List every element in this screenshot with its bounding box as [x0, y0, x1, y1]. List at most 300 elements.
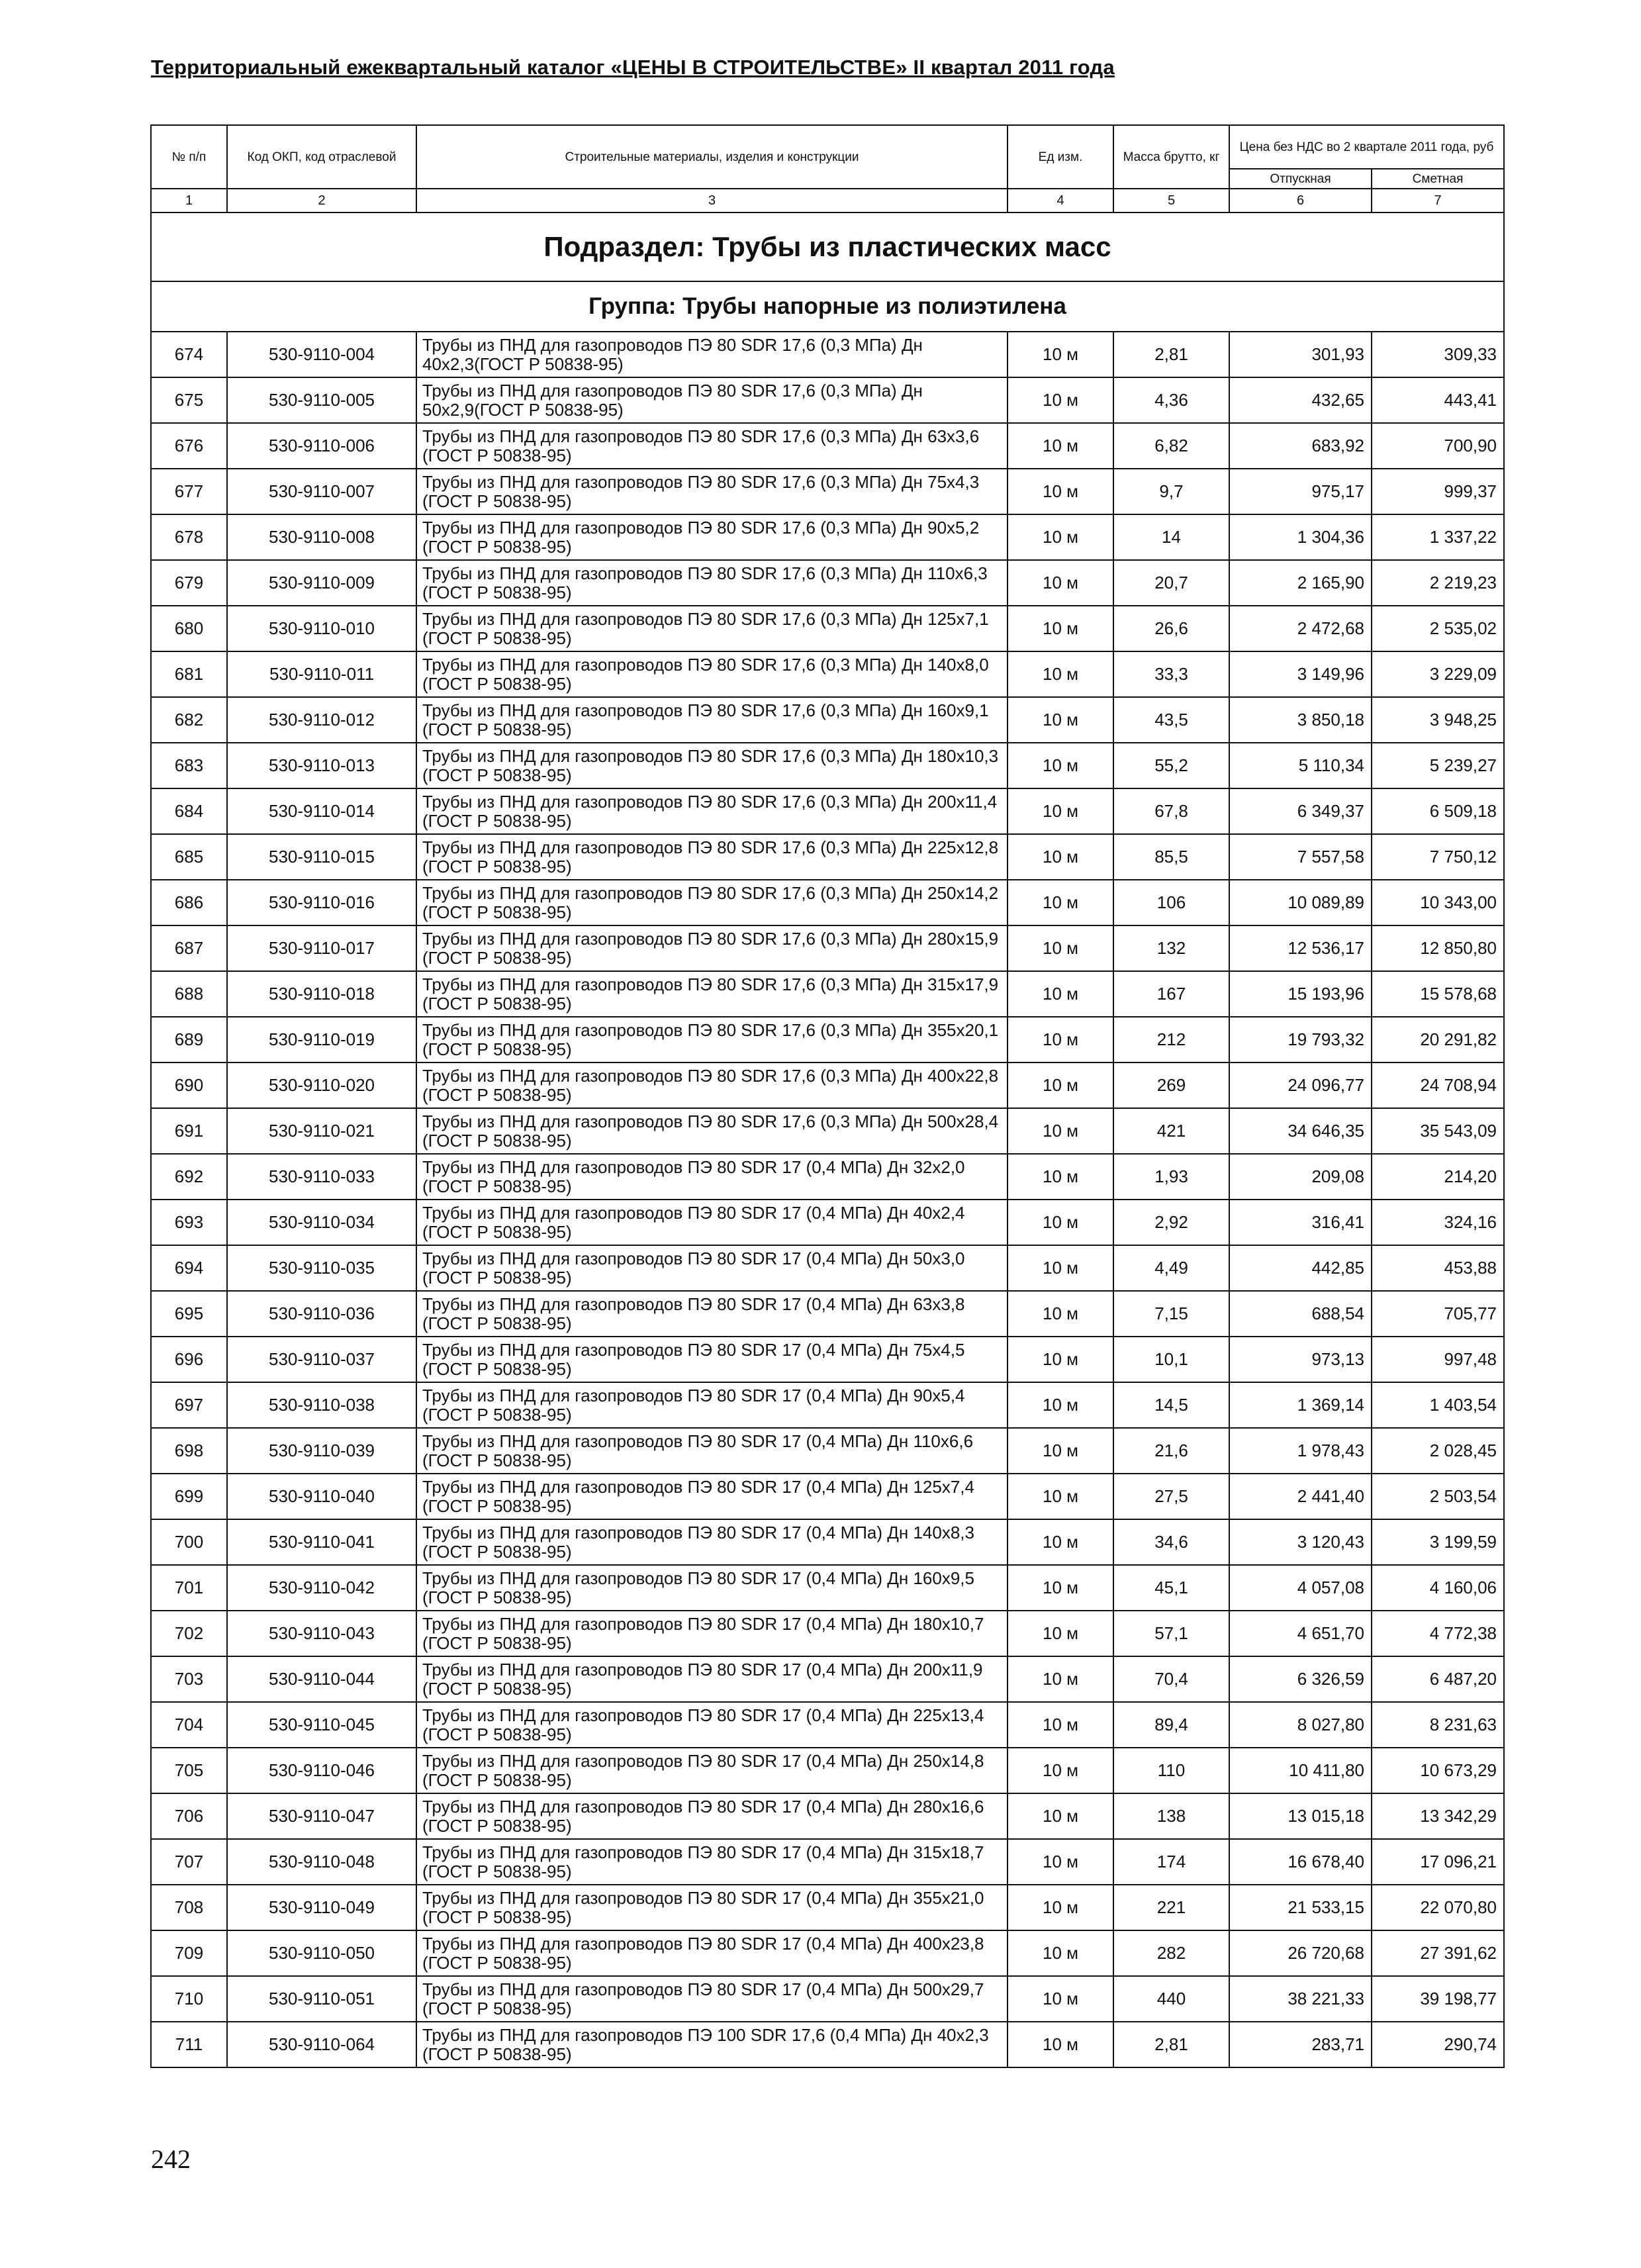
cell-mass: 45,1 — [1113, 1565, 1229, 1611]
cell-price-sale: 2 165,90 — [1229, 560, 1372, 606]
cell-unit: 10 м — [1008, 788, 1113, 834]
cell-code: 530-9110-045 — [227, 1702, 416, 1748]
cell-price-sale: 442,85 — [1229, 1245, 1372, 1291]
cell-mass: 1,93 — [1113, 1154, 1229, 1200]
header-mass: Масса брутто, кг — [1113, 125, 1229, 189]
cell-code: 530-9110-018 — [227, 971, 416, 1017]
cell-unit: 10 м — [1008, 606, 1113, 651]
cell-num: 706 — [151, 1793, 227, 1839]
cell-price-sale: 38 221,33 — [1229, 1976, 1372, 2022]
cell-num: 692 — [151, 1154, 227, 1200]
table-header-row — [151, 125, 1504, 169]
cell-price-est: 17 096,21 — [1372, 1839, 1504, 1885]
table-row — [151, 743, 1504, 788]
cell-num: 678 — [151, 514, 227, 560]
cell-unit: 10 м — [1008, 1337, 1113, 1382]
cell-unit: 10 м — [1008, 834, 1113, 880]
cell-mass: 4,36 — [1113, 377, 1229, 423]
cell-price-sale: 688,54 — [1229, 1291, 1372, 1337]
cell-name: Трубы из ПНД для газопроводов ПЭ 80 SDR 17 (0,4 МПа) Дн 160х9,5 (ГОСТ Р 50838-95) — [416, 1565, 1008, 1611]
cell-num: 699 — [151, 1474, 227, 1519]
cell-price-sale: 8 027,80 — [1229, 1702, 1372, 1748]
cell-mass: 167 — [1113, 971, 1229, 1017]
cell-unit: 10 м — [1008, 1200, 1113, 1245]
cell-unit: 10 м — [1008, 651, 1113, 697]
cell-price-sale: 3 850,18 — [1229, 697, 1372, 743]
cell-price-est: 8 231,63 — [1372, 1702, 1504, 1748]
subsection-row — [151, 213, 1504, 281]
cell-unit: 10 м — [1008, 1930, 1113, 1976]
cell-price-est: 2 503,54 — [1372, 1474, 1504, 1519]
cell-mass: 67,8 — [1113, 788, 1229, 834]
cell-name: Трубы из ПНД для газопроводов ПЭ 80 SDR 17 (0,4 МПа) Дн 63х3,8 (ГОСТ Р 50838-95) — [416, 1291, 1008, 1337]
cell-price-sale: 1 304,36 — [1229, 514, 1372, 560]
table-row — [151, 1930, 1504, 1976]
table-row — [151, 1702, 1504, 1748]
cell-name: Трубы из ПНД для газопроводов ПЭ 80 SDR 17,6 (0,3 МПа) Дн 355х20,1 (ГОСТ Р 50838-95) — [416, 1017, 1008, 1063]
col-number: 7 — [1372, 189, 1504, 213]
cell-name: Трубы из ПНД для газопроводов ПЭ 80 SDR 17 (0,4 МПа) Дн 110х6,6 (ГОСТ Р 50838-95) — [416, 1428, 1008, 1474]
cell-code: 530-9110-033 — [227, 1154, 416, 1200]
cell-code: 530-9110-040 — [227, 1474, 416, 1519]
cell-num: 694 — [151, 1245, 227, 1291]
cell-unit: 10 м — [1008, 743, 1113, 788]
header-code: Код ОКП, код отраслевой — [227, 125, 416, 189]
cell-name: Трубы из ПНД для газопроводов ПЭ 80 SDR 17,6 (0,3 МПа) Дн 400х22,8 (ГОСТ Р 50838-95) — [416, 1063, 1008, 1108]
cell-code: 530-9110-005 — [227, 377, 416, 423]
table-row — [151, 1976, 1504, 2022]
cell-num: 674 — [151, 332, 227, 377]
cell-num: 708 — [151, 1885, 227, 1930]
cell-num: 675 — [151, 377, 227, 423]
cell-unit: 10 м — [1008, 1976, 1113, 2022]
cell-price-est: 309,33 — [1372, 332, 1504, 377]
cell-price-sale: 683,92 — [1229, 423, 1372, 469]
cell-unit: 10 м — [1008, 697, 1113, 743]
cell-num: 697 — [151, 1382, 227, 1428]
cell-price-sale: 432,65 — [1229, 377, 1372, 423]
table-row — [151, 1839, 1504, 1885]
cell-mass: 212 — [1113, 1017, 1229, 1063]
col-number: 2 — [227, 189, 416, 213]
cell-code: 530-9110-020 — [227, 1063, 416, 1108]
cell-price-est: 1 403,54 — [1372, 1382, 1504, 1428]
cell-name: Трубы из ПНД для газопроводов ПЭ 80 SDR 17 (0,4 МПа) Дн 315х18,7 (ГОСТ Р 50838-95) — [416, 1839, 1008, 1885]
cell-name: Трубы из ПНД для газопроводов ПЭ 80 SDR 17 (0,4 МПа) Дн 500х29,7 (ГОСТ Р 50838-95) — [416, 1976, 1008, 2022]
cell-mass: 7,15 — [1113, 1291, 1229, 1337]
cell-price-est: 214,20 — [1372, 1154, 1504, 1200]
cell-mass: 6,82 — [1113, 423, 1229, 469]
cell-num: 677 — [151, 469, 227, 514]
cell-code: 530-9110-044 — [227, 1656, 416, 1702]
cell-mass: 34,6 — [1113, 1519, 1229, 1565]
cell-price-sale: 316,41 — [1229, 1200, 1372, 1245]
cell-unit: 10 м — [1008, 1793, 1113, 1839]
cell-name: Трубы из ПНД для газопроводов ПЭ 80 SDR 17,6 (0,3 МПа) Дн 140х8,0 (ГОСТ Р 50838-95) — [416, 651, 1008, 697]
table-row — [151, 1611, 1504, 1656]
cell-price-est: 4 160,06 — [1372, 1565, 1504, 1611]
cell-price-est: 10 673,29 — [1372, 1748, 1504, 1793]
cell-code: 530-9110-019 — [227, 1017, 416, 1063]
cell-price-est: 27 391,62 — [1372, 1930, 1504, 1976]
cell-code: 530-9110-050 — [227, 1930, 416, 1976]
cell-price-est: 700,90 — [1372, 423, 1504, 469]
col-number: 6 — [1229, 189, 1372, 213]
cell-name: Трубы из ПНД для газопроводов ПЭ 80 SDR 17 (0,4 МПа) Дн 355х21,0 (ГОСТ Р 50838-95) — [416, 1885, 1008, 1930]
cell-unit: 10 м — [1008, 332, 1113, 377]
cell-price-sale: 16 678,40 — [1229, 1839, 1372, 1885]
cell-price-sale: 283,71 — [1229, 2022, 1372, 2067]
cell-code: 530-9110-039 — [227, 1428, 416, 1474]
cell-price-est: 13 342,29 — [1372, 1793, 1504, 1839]
table-row — [151, 1793, 1504, 1839]
cell-mass: 269 — [1113, 1063, 1229, 1108]
cell-name: Трубы из ПНД для газопроводов ПЭ 80 SDR 17 (0,4 МПа) Дн 200х11,9 (ГОСТ Р 50838-95) — [416, 1656, 1008, 1702]
cell-code: 530-9110-047 — [227, 1793, 416, 1839]
cell-num: 702 — [151, 1611, 227, 1656]
cell-unit: 10 м — [1008, 1108, 1113, 1154]
cell-mass: 110 — [1113, 1748, 1229, 1793]
cell-unit: 10 м — [1008, 925, 1113, 971]
cell-price-est: 3 199,59 — [1372, 1519, 1504, 1565]
cell-mass: 10,1 — [1113, 1337, 1229, 1382]
cell-mass: 27,5 — [1113, 1474, 1229, 1519]
cell-code: 530-9110-006 — [227, 423, 416, 469]
cell-price-est: 4 772,38 — [1372, 1611, 1504, 1656]
table-row — [151, 560, 1504, 606]
cell-price-est: 2 535,02 — [1372, 606, 1504, 651]
cell-num: 682 — [151, 697, 227, 743]
cell-price-est: 39 198,77 — [1372, 1976, 1504, 2022]
cell-name: Трубы из ПНД для газопроводов ПЭ 80 SDR 17 (0,4 МПа) Дн 90х5,4 (ГОСТ Р 50838-95) — [416, 1382, 1008, 1428]
cell-mass: 85,5 — [1113, 834, 1229, 880]
table-row — [151, 1017, 1504, 1063]
cell-price-sale: 5 110,34 — [1229, 743, 1372, 788]
cell-mass: 221 — [1113, 1885, 1229, 1930]
cell-mass: 14 — [1113, 514, 1229, 560]
cell-unit: 10 м — [1008, 1839, 1113, 1885]
cell-unit: 10 м — [1008, 560, 1113, 606]
table-row — [151, 834, 1504, 880]
cell-num: 676 — [151, 423, 227, 469]
cell-price-est: 15 578,68 — [1372, 971, 1504, 1017]
cell-code: 530-9110-064 — [227, 2022, 416, 2067]
cell-name: Трубы из ПНД для газопроводов ПЭ 80 SDR 17 (0,4 МПа) Дн 40х2,4 (ГОСТ Р 50838-95) — [416, 1200, 1008, 1245]
cell-mass: 9,7 — [1113, 469, 1229, 514]
cell-code: 530-9110-013 — [227, 743, 416, 788]
group-row — [151, 281, 1504, 332]
cell-unit: 10 м — [1008, 1382, 1113, 1428]
cell-price-est: 10 343,00 — [1372, 880, 1504, 925]
table-row — [151, 514, 1504, 560]
cell-num: 700 — [151, 1519, 227, 1565]
cell-code: 530-9110-008 — [227, 514, 416, 560]
cell-code: 530-9110-049 — [227, 1885, 416, 1930]
cell-unit: 10 м — [1008, 469, 1113, 514]
cell-name: Трубы из ПНД для газопроводов ПЭ 80 SDR 17,6 (0,3 МПа) Дн 160х9,1 (ГОСТ Р 50838-95) — [416, 697, 1008, 743]
cell-price-sale: 301,93 — [1229, 332, 1372, 377]
cell-price-sale: 3 149,96 — [1229, 651, 1372, 697]
cell-price-est: 2 028,45 — [1372, 1428, 1504, 1474]
cell-price-est: 1 337,22 — [1372, 514, 1504, 560]
cell-mass: 132 — [1113, 925, 1229, 971]
cell-num: 696 — [151, 1337, 227, 1382]
group-title: Группа: Трубы напорные из полиэтилена — [151, 281, 1504, 332]
cell-code: 530-9110-041 — [227, 1519, 416, 1565]
cell-name: Трубы из ПНД для газопроводов ПЭ 80 SDR 17 (0,4 МПа) Дн 180х10,7 (ГОСТ Р 50838-95) — [416, 1611, 1008, 1656]
cell-price-sale: 1 369,14 — [1229, 1382, 1372, 1428]
cell-num: 691 — [151, 1108, 227, 1154]
cell-code: 530-9110-015 — [227, 834, 416, 880]
cell-price-est: 3 229,09 — [1372, 651, 1504, 697]
table-row — [151, 880, 1504, 925]
cell-name: Трубы из ПНД для газопроводов ПЭ 80 SDR 17 (0,4 МПа) Дн 32х2,0 (ГОСТ Р 50838-95) — [416, 1154, 1008, 1200]
cell-mass: 20,7 — [1113, 560, 1229, 606]
cell-mass: 2,81 — [1113, 332, 1229, 377]
cell-price-est: 3 948,25 — [1372, 697, 1504, 743]
cell-name: Трубы из ПНД для газопроводов ПЭ 80 SDR 17 (0,4 МПа) Дн 50х3,0 (ГОСТ Р 50838-95) — [416, 1245, 1008, 1291]
table-row — [151, 423, 1504, 469]
cell-unit: 10 м — [1008, 377, 1113, 423]
cell-mass: 106 — [1113, 880, 1229, 925]
cell-code: 530-9110-021 — [227, 1108, 416, 1154]
cell-num: 689 — [151, 1017, 227, 1063]
table-row — [151, 377, 1504, 423]
table-row — [151, 1200, 1504, 1245]
table-row — [151, 2022, 1504, 2067]
cell-price-sale: 3 120,43 — [1229, 1519, 1372, 1565]
cell-name: Трубы из ПНД для газопроводов ПЭ 80 SDR 17,6 (0,3 МПа) Дн 125х7,1 (ГОСТ Р 50838-95) — [416, 606, 1008, 651]
cell-num: 681 — [151, 651, 227, 697]
cell-code: 530-9110-014 — [227, 788, 416, 834]
page-number: 242 — [151, 2144, 191, 2174]
cell-price-sale: 21 533,15 — [1229, 1885, 1372, 1930]
cell-code: 530-9110-009 — [227, 560, 416, 606]
header-name: Строительные материалы, изделия и конструкции — [416, 125, 1008, 189]
cell-num: 684 — [151, 788, 227, 834]
cell-unit: 10 м — [1008, 1656, 1113, 1702]
cell-mass: 33,3 — [1113, 651, 1229, 697]
cell-unit: 10 м — [1008, 1017, 1113, 1063]
cell-name: Трубы из ПНД для газопроводов ПЭ 80 SDR 17 (0,4 МПа) Дн 400х23,8 (ГОСТ Р 50838-95) — [416, 1930, 1008, 1976]
cell-mass: 57,1 — [1113, 1611, 1229, 1656]
cell-code: 530-9110-035 — [227, 1245, 416, 1291]
cell-price-sale: 15 193,96 — [1229, 971, 1372, 1017]
cell-price-est: 24 708,94 — [1372, 1063, 1504, 1108]
header-price-group: Цена без НДС во 2 квартале 2011 года, руб — [1229, 125, 1504, 169]
header-price-sale: Отпускная — [1229, 169, 1372, 189]
cell-name: Трубы из ПНД для газопроводов ПЭ 80 SDR 17,6 (0,3 МПа) Дн 90х5,2 (ГОСТ Р 50838-95) — [416, 514, 1008, 560]
table-row — [151, 1337, 1504, 1382]
cell-price-est: 5 239,27 — [1372, 743, 1504, 788]
cell-price-sale: 4 057,08 — [1229, 1565, 1372, 1611]
cell-code: 530-9110-037 — [227, 1337, 416, 1382]
column-number-row — [151, 189, 1504, 213]
cell-name: Трубы из ПНД для газопроводов ПЭ 80 SDR 17,6 (0,3 МПа) Дн 63х3,6 (ГОСТ Р 50838-95) — [416, 423, 1008, 469]
cell-num: 688 — [151, 971, 227, 1017]
table-row — [151, 1291, 1504, 1337]
cell-num: 704 — [151, 1702, 227, 1748]
cell-code: 530-9110-007 — [227, 469, 416, 514]
cell-unit: 10 м — [1008, 880, 1113, 925]
cell-name: Трубы из ПНД для газопроводов ПЭ 80 SDR 17 (0,4 МПа) Дн 280х16,6 (ГОСТ Р 50838-95) — [416, 1793, 1008, 1839]
cell-unit: 10 м — [1008, 1063, 1113, 1108]
col-number: 1 — [151, 189, 227, 213]
cell-mass: 89,4 — [1113, 1702, 1229, 1748]
cell-price-sale: 19 793,32 — [1229, 1017, 1372, 1063]
cell-num: 703 — [151, 1656, 227, 1702]
cell-code: 530-9110-004 — [227, 332, 416, 377]
cell-price-sale: 12 536,17 — [1229, 925, 1372, 971]
cell-num: 709 — [151, 1930, 227, 1976]
cell-num: 685 — [151, 834, 227, 880]
cell-price-est: 324,16 — [1372, 1200, 1504, 1245]
catalog-table — [150, 124, 1505, 2068]
cell-price-sale: 26 720,68 — [1229, 1930, 1372, 1976]
cell-code: 530-9110-042 — [227, 1565, 416, 1611]
cell-mass: 55,2 — [1113, 743, 1229, 788]
col-number: 4 — [1008, 189, 1113, 213]
cell-unit: 10 м — [1008, 1748, 1113, 1793]
cell-name: Трубы из ПНД для газопроводов ПЭ 80 SDR 17 (0,4 МПа) Дн 225х13,4 (ГОСТ Р 50838-95) — [416, 1702, 1008, 1748]
cell-price-est: 6 509,18 — [1372, 788, 1504, 834]
table-row — [151, 1748, 1504, 1793]
cell-num: 705 — [151, 1748, 227, 1793]
col-number: 3 — [416, 189, 1008, 213]
cell-name: Трубы из ПНД для газопроводов ПЭ 80 SDR 17,6 (0,3 МПа) Дн 315х17,9 (ГОСТ Р 50838-95) — [416, 971, 1008, 1017]
cell-num: 690 — [151, 1063, 227, 1108]
table-row — [151, 1382, 1504, 1428]
cell-code: 530-9110-034 — [227, 1200, 416, 1245]
cell-price-sale: 6 326,59 — [1229, 1656, 1372, 1702]
subsection-title: Подраздел: Трубы из пластических масс — [151, 213, 1504, 281]
cell-mass: 4,49 — [1113, 1245, 1229, 1291]
cell-unit: 10 м — [1008, 2022, 1113, 2067]
table-row — [151, 332, 1504, 377]
table-row — [151, 788, 1504, 834]
table-row — [151, 1474, 1504, 1519]
cell-code: 530-9110-046 — [227, 1748, 416, 1793]
cell-price-est: 22 070,80 — [1372, 1885, 1504, 1930]
cell-name: Трубы из ПНД для газопроводов ПЭ 80 SDR 17,6 (0,3 МПа) Дн 180х10,3 (ГОСТ Р 50838-95) — [416, 743, 1008, 788]
cell-price-est: 7 750,12 — [1372, 834, 1504, 880]
table-row — [151, 651, 1504, 697]
cell-price-sale: 6 349,37 — [1229, 788, 1372, 834]
cell-code: 530-9110-038 — [227, 1382, 416, 1428]
cell-unit: 10 м — [1008, 1474, 1113, 1519]
cell-price-est: 453,88 — [1372, 1245, 1504, 1291]
cell-unit: 10 м — [1008, 1885, 1113, 1930]
cell-code: 530-9110-016 — [227, 880, 416, 925]
cell-unit: 10 м — [1008, 1154, 1113, 1200]
table-row — [151, 1656, 1504, 1702]
cell-unit: 10 м — [1008, 1611, 1113, 1656]
cell-price-est: 35 543,09 — [1372, 1108, 1504, 1154]
cell-name: Трубы из ПНД для газопроводов ПЭ 80 SDR 17 (0,4 МПа) Дн 250х14,8 (ГОСТ Р 50838-95) — [416, 1748, 1008, 1793]
cell-price-sale: 10 089,89 — [1229, 880, 1372, 925]
cell-name: Трубы из ПНД для газопроводов ПЭ 100 SDR 17,6 (0,4 МПа) Дн 40х2,3 (ГОСТ Р 50838-95) — [416, 2022, 1008, 2067]
table-row — [151, 1154, 1504, 1200]
cell-name: Трубы из ПНД для газопроводов ПЭ 80 SDR 17,6 (0,3 МПа) Дн 110х6,3 (ГОСТ Р 50838-95) — [416, 560, 1008, 606]
cell-price-sale: 24 096,77 — [1229, 1063, 1372, 1108]
table-row — [151, 1428, 1504, 1474]
cell-unit: 10 м — [1008, 1565, 1113, 1611]
cell-unit: 10 м — [1008, 514, 1113, 560]
cell-unit: 10 м — [1008, 1519, 1113, 1565]
cell-price-est: 6 487,20 — [1372, 1656, 1504, 1702]
cell-name: Трубы из ПНД для газопроводов ПЭ 80 SDR 17,6 (0,3 МПа) Дн 250х14,2 (ГОСТ Р 50838-95) — [416, 880, 1008, 925]
cell-name: Трубы из ПНД для газопроводов ПЭ 80 SDR 17 (0,4 МПа) Дн 125х7,4 (ГОСТ Р 50838-95) — [416, 1474, 1008, 1519]
cell-name: Трубы из ПНД для газопроводов ПЭ 80 SDR 17,6 (0,3 МПа) Дн 75х4,3 (ГОСТ Р 50838-95) — [416, 469, 1008, 514]
table-row — [151, 1565, 1504, 1611]
cell-price-sale: 34 646,35 — [1229, 1108, 1372, 1154]
cell-price-est: 705,77 — [1372, 1291, 1504, 1337]
cell-code: 530-9110-036 — [227, 1291, 416, 1337]
cell-mass: 14,5 — [1113, 1382, 1229, 1428]
col-number: 5 — [1113, 189, 1229, 213]
table-row — [151, 1519, 1504, 1565]
cell-unit: 10 м — [1008, 1291, 1113, 1337]
cell-price-est: 290,74 — [1372, 2022, 1504, 2067]
cell-mass: 43,5 — [1113, 697, 1229, 743]
table-row — [151, 469, 1504, 514]
cell-name: Трубы из ПНД для газопроводов ПЭ 80 SDR 17,6 (0,3 МПа) Дн 225х12,8 (ГОСТ Р 50838-95) — [416, 834, 1008, 880]
cell-code: 530-9110-011 — [227, 651, 416, 697]
cell-name: Трубы из ПНД для газопроводов ПЭ 80 SDR 17,6 (0,3 МПа) Дн 200х11,4 (ГОСТ Р 50838-95) — [416, 788, 1008, 834]
cell-name: Трубы из ПНД для газопроводов ПЭ 80 SDR 17,6 (0,3 МПа) Дн 40х2,3(ГОСТ Р 50838-95) — [416, 332, 1008, 377]
table-row — [151, 606, 1504, 651]
cell-mass: 70,4 — [1113, 1656, 1229, 1702]
cell-price-est: 999,37 — [1372, 469, 1504, 514]
cell-num: 683 — [151, 743, 227, 788]
table-row — [151, 971, 1504, 1017]
header-unit: Ед изм. — [1008, 125, 1113, 189]
cell-mass: 2,81 — [1113, 2022, 1229, 2067]
cell-num: 710 — [151, 1976, 227, 2022]
table-row — [151, 1885, 1504, 1930]
cell-mass: 282 — [1113, 1930, 1229, 1976]
header-num: № п/п — [151, 125, 227, 189]
cell-name: Трубы из ПНД для газопроводов ПЭ 80 SDR 17,6 (0,3 МПа) Дн 50х2,9(ГОСТ Р 50838-95) — [416, 377, 1008, 423]
cell-price-sale: 13 015,18 — [1229, 1793, 1372, 1839]
cell-unit: 10 м — [1008, 971, 1113, 1017]
cell-num: 698 — [151, 1428, 227, 1474]
cell-mass: 21,6 — [1113, 1428, 1229, 1474]
cell-price-est: 443,41 — [1372, 377, 1504, 423]
cell-name: Трубы из ПНД для газопроводов ПЭ 80 SDR 17 (0,4 МПа) Дн 140х8,3 (ГОСТ Р 50838-95) — [416, 1519, 1008, 1565]
cell-price-sale: 973,13 — [1229, 1337, 1372, 1382]
cell-code: 530-9110-043 — [227, 1611, 416, 1656]
page-header-title: Территориальный ежеквартальный каталог «ЦЕНЫ В СТРОИТЕЛЬСТВЕ» II квартал 2011 года — [151, 56, 1115, 79]
cell-price-est: 20 291,82 — [1372, 1017, 1504, 1063]
cell-num: 679 — [151, 560, 227, 606]
cell-mass: 174 — [1113, 1839, 1229, 1885]
cell-num: 693 — [151, 1200, 227, 1245]
cell-price-sale: 1 978,43 — [1229, 1428, 1372, 1474]
cell-price-sale: 2 472,68 — [1229, 606, 1372, 651]
table-row — [151, 697, 1504, 743]
cell-num: 707 — [151, 1839, 227, 1885]
cell-price-est: 12 850,80 — [1372, 925, 1504, 971]
cell-mass: 421 — [1113, 1108, 1229, 1154]
cell-price-sale: 2 441,40 — [1229, 1474, 1372, 1519]
table-row — [151, 1063, 1504, 1108]
cell-price-sale: 10 411,80 — [1229, 1748, 1372, 1793]
header-price-est: Сметная — [1372, 169, 1504, 189]
cell-price-sale: 7 557,58 — [1229, 834, 1372, 880]
cell-unit: 10 м — [1008, 1428, 1113, 1474]
cell-mass: 2,92 — [1113, 1200, 1229, 1245]
